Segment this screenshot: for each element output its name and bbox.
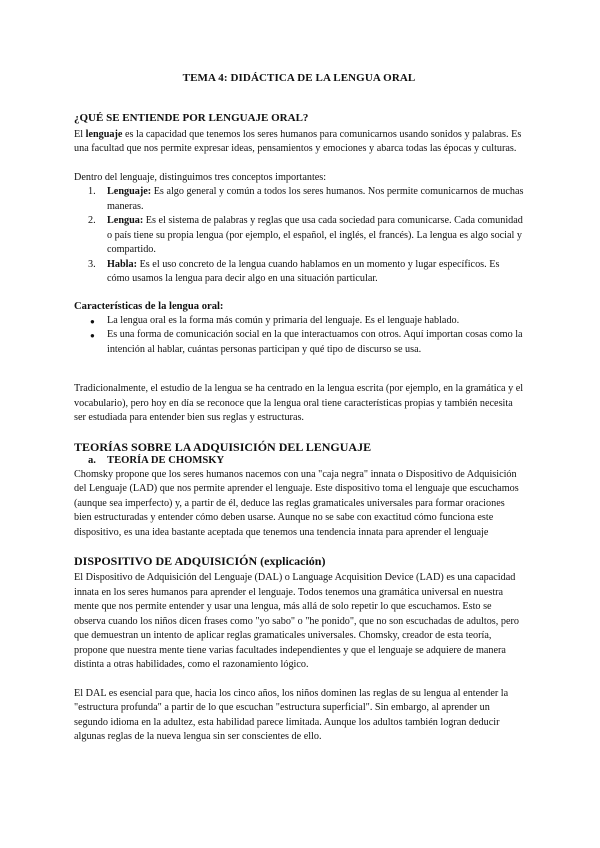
characteristics-heading: Características de la lengua oral: bbox=[74, 300, 224, 312]
concept-term: Lenguaje: bbox=[107, 186, 152, 198]
list-number: 1. bbox=[88, 186, 96, 198]
bullet-icon: ● bbox=[90, 331, 95, 341]
intro-bold-term: lenguaje bbox=[85, 129, 123, 140]
tradition-paragraph: Tradicionalmente, el estudio de la lengua se ha centrado en la lengua escrita (por ejemplo, en la gramática y el vocabulario), pero hoy en día se reconoce que la lengua oral tiene características propias y también necesita ser estudiada para entender bien sus reglas y estructuras. bbox=[74, 383, 524, 424]
section-acquisition-device bbox=[74, 554, 524, 744]
list-number: 2. bbox=[88, 215, 96, 227]
dal-paragraph-1: El Dispositivo de Adquisición del Lenguaje (DAL) o Language Acquisition Device (LAD) es una capacidad innata en los seres humanos para aprender el lenguaje. Todos tenemos una gramática universal en nuestra mente que nos permite entender y usar una lengua, más allá de solo repetir lo que escuchamos. Esto se observa cuando los niños dicen frases como "yo sabo" o "he ponido", que no son escuchadas de adultos, pero que demuestran un intento de aplicar reglas gramaticales universales. Chomsky, creador de esta teoría, propone que nuestra mente tiene varias facultades independientes y que el lenguaje se adquiere de manera distinta a otras habilidades, como el razonamiento lógico. bbox=[74, 572, 519, 671]
intro-text-start: El bbox=[74, 129, 86, 140]
concept-text: Es el sistema de palabras y reglas que usa cada sociedad para comunicarse. Cada comunidad o país tiene su propia lengua (por ejemplo, el español, el inglés, el francés). La lengua es algo social y compartido. bbox=[107, 215, 523, 256]
section-theories bbox=[74, 440, 524, 540]
characteristic-text: Es una forma de comunicación social en la que interactuamos con otros. Aquí importan cosas como la intención al hablar, cuántas personas participan y qué tipo de discurso se usa. bbox=[107, 329, 523, 355]
concept-text: Es algo general y común a todos los seres humanos. Nos permite comunicarnos de muchas maneras. bbox=[107, 186, 524, 212]
list-number: 3. bbox=[88, 258, 96, 270]
section-heading-acquisition-device: DISPOSITIVO DE ADQUISICIÓN (explicación) bbox=[74, 554, 326, 569]
concept-text: Es el uso concreto de la lengua cuando hablamos en un momento y lugar específicos. Es cómo usamos la lengua para decir algo en una situación particular. bbox=[107, 258, 500, 285]
bullet-icon: ● bbox=[90, 316, 95, 326]
sub-marker: a. bbox=[88, 454, 96, 466]
subheading-text: TEORÍA DE CHOMSKY bbox=[107, 454, 225, 466]
section-heading-oral-language: ¿QUÉ SE ENTIENDE POR LENGUAJE ORAL? bbox=[74, 112, 309, 124]
characteristic-text: La lengua oral es la forma más común y primaria del lenguaje. Es el lenguaje hablado. bbox=[107, 314, 460, 326]
characteristics-list bbox=[74, 314, 524, 357]
concept-item-lenguaje bbox=[74, 185, 524, 214]
characteristic-item bbox=[74, 314, 524, 328]
section-heading-theories: TEORÍAS SOBRE LA ADQUISICIÓN DEL LENGUAJE bbox=[74, 439, 372, 454]
concept-term: Lengua: bbox=[107, 215, 144, 227]
lenguaje-definition bbox=[74, 128, 524, 157]
concept-item-lengua bbox=[74, 214, 524, 257]
document-title: TEMA 4: DIDÁCTICA DE LA LENGUA ORAL bbox=[182, 72, 416, 84]
characteristic-item bbox=[74, 328, 524, 357]
dal-paragraph-2: El DAL es esencial para que, hacia los cinco años, los niños dominen las reglas de su lengua al entender la "estructura profunda" a partir de lo que escuchan "estructura superficial". Sin embargo, al aprender un segundo idioma en la adultez, esta habilidad parece limitada. Aunque los adultos también logran deducir algunas reglas de la nueva lengua sin ser conscientes de ello. bbox=[74, 687, 509, 743]
concept-term: Habla: bbox=[107, 258, 138, 270]
concepts-list bbox=[74, 185, 524, 286]
subheading-chomsky bbox=[74, 455, 524, 466]
intro-text-rest: es la capacidad que tenemos los seres humanos para comunicarnos usando sonidos y palabras. Es una facultad que nos permite expresar ideas, pensamientos y emociones y abarca todas las épocas y culturas. bbox=[74, 129, 522, 155]
section-oral-language bbox=[74, 112, 524, 426]
concepts-intro: Dentro del lenguaje, distinguimos tres conceptos importantes: bbox=[74, 171, 327, 183]
concept-item-habla bbox=[74, 258, 524, 287]
chomsky-paragraph: Chomsky propone que los seres humanos nacemos con una "caja negra" innata o Dispositivo de Adquisición del Lenguaje (LAD) que nos permite aprender el lenguaje. Este dispositivo toma el lenguaje que escuchamos (aunque sea imperfecto) y, a partir de él, deduce las reglas gramaticales universales para formar oraciones bien estructuradas y entender cómo deben usarse. Aunque no se sabe con exactitud cómo funciona este dispositivo, es una idea bastante aceptada que tenemos una tendencia innata para aprender el lenguaje bbox=[74, 468, 519, 538]
